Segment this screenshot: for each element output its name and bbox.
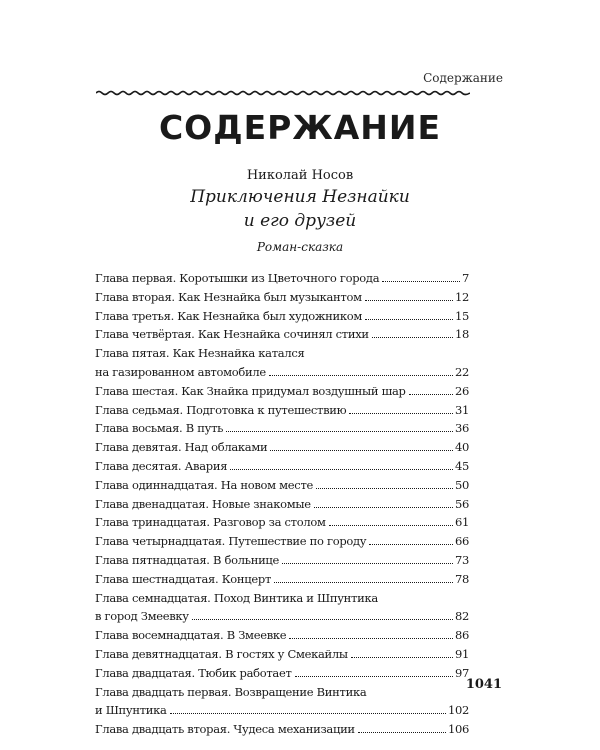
toc-entry[interactable]	[95, 495, 469, 514]
toc-leader-dots	[329, 525, 453, 526]
toc-entry-title: Глава девятнадцатая. В гостях у Смекайлы	[95, 646, 348, 661]
book-title	[0, 185, 600, 233]
toc-entry-page: 36	[454, 421, 469, 436]
toc-leader-dots	[192, 619, 453, 620]
toc-entry-page: 50	[454, 477, 469, 492]
toc-entry-page: 61	[454, 515, 469, 530]
toc-leader-dots	[289, 638, 453, 639]
page-number: 1041	[465, 677, 502, 692]
running-head: Содержание	[423, 71, 503, 85]
toc-entry-title: Глава четвёртая. Как Незнайка сочинял стихи	[95, 327, 369, 342]
toc-entry-page: 15	[454, 308, 469, 323]
toc-leader-dots	[269, 375, 453, 376]
toc-entry[interactable]	[95, 288, 469, 307]
toc-entry-title: Глава двадцать первая. Возвращение Винтика	[95, 684, 367, 699]
toc-entry-page: 97	[454, 665, 469, 680]
toc-leader-dots	[270, 450, 453, 451]
toc-entry-title: Глава двенадцатая. Новые знакомые	[95, 496, 311, 511]
toc-entry-page: 66	[454, 534, 469, 549]
toc-entry[interactable]	[95, 664, 469, 683]
toc-entry[interactable]	[95, 720, 469, 739]
toc-leader-dots	[282, 563, 453, 564]
toc-entry-page: 73	[454, 552, 469, 567]
toc-entry[interactable]	[95, 551, 469, 570]
toc-entry-page: 40	[454, 440, 469, 455]
toc-entry-title: Глава вторая. Как Незнайка был музыкантом	[95, 289, 362, 304]
toc-entry[interactable]	[95, 401, 469, 420]
toc-entry[interactable]	[95, 325, 469, 344]
toc-entry[interactable]	[95, 683, 469, 721]
header-rule	[96, 88, 470, 98]
toc-leader-dots	[351, 657, 453, 658]
toc-leader-dots	[226, 431, 453, 432]
toc-entry-title: Глава двадцать вторая. Чудеса механизации	[95, 722, 355, 737]
toc-entry-title: Глава девятая. Над облаками	[95, 440, 268, 455]
toc-leader-dots	[349, 413, 453, 414]
toc-entry-title: Глава шестая. Как Знайка придумал воздушный шар	[95, 383, 406, 398]
toc-entry-page: 56	[454, 496, 469, 511]
toc-entry-title: Глава пятнадцатая. В больнице	[95, 552, 280, 567]
toc-entry-page: 12	[454, 289, 469, 304]
page-title: СОДЕРЖАНИЕ	[158, 108, 442, 147]
toc-entry[interactable]	[95, 438, 469, 457]
toc-leader-dots	[295, 676, 453, 677]
toc-entry[interactable]	[95, 589, 469, 627]
toc-entry-page: 82	[454, 609, 469, 624]
toc-entry-title: Глава двадцатая. Тюбик работает	[95, 665, 292, 680]
toc-leader-dots	[316, 488, 453, 489]
table-of-contents	[95, 269, 469, 739]
author-name: Николай Носов	[246, 168, 354, 183]
toc-entry[interactable]	[95, 269, 469, 288]
toc-entry[interactable]	[95, 513, 469, 532]
toc-entry[interactable]	[95, 419, 469, 438]
toc-entry-title: в город Змеевку	[95, 609, 189, 624]
toc-entry-title: Глава шестнадцатая. Концерт	[95, 571, 272, 586]
toc-entry-title: Глава одиннадцатая. На новом месте	[95, 477, 314, 492]
toc-entry-page: 45	[454, 458, 469, 473]
toc-entry[interactable]	[95, 476, 469, 495]
toc-leader-dots	[230, 469, 453, 470]
toc-entry-page: 26	[454, 383, 469, 398]
toc-entry-title: Глава пятая. Как Незнайка катался	[95, 346, 305, 361]
book-title-line-1: Приключения Незнайки	[190, 187, 410, 207]
toc-entry-title: Глава семнадцатая. Поход Винтика и Шпунтика	[95, 590, 378, 605]
toc-entry-title: Глава тринадцатая. Разговор за столом	[95, 515, 326, 530]
toc-leader-dots	[369, 544, 453, 545]
toc-entry-title: Глава седьмая. Подготовка к путешествию	[95, 402, 347, 417]
toc-leader-dots	[365, 300, 453, 301]
toc-leader-dots	[382, 281, 460, 282]
toc-leader-dots	[409, 394, 453, 395]
toc-entry-page: 91	[454, 646, 469, 661]
toc-entry-title: Глава восемнадцатая. В Змеевке	[95, 628, 287, 643]
toc-entry-page: 7	[461, 271, 469, 285]
toc-entry[interactable]	[95, 382, 469, 401]
toc-entry-title: Глава четырнадцатая. Путешествие по городу	[95, 534, 367, 549]
toc-leader-dots	[314, 507, 453, 508]
toc-entry[interactable]	[95, 645, 469, 664]
toc-entry-page: 31	[454, 402, 469, 417]
toc-entry-page: 86	[454, 628, 469, 643]
toc-entry[interactable]	[95, 570, 469, 589]
toc-entry-page: 18	[454, 327, 469, 342]
toc-entry-title: на газированном автомобиле	[95, 364, 266, 379]
toc-entry-title: Глава третья. Как Незнайка был художником	[95, 308, 363, 323]
toc-entry-page: 102	[447, 703, 469, 718]
toc-entry[interactable]	[95, 457, 469, 476]
toc-entry[interactable]	[95, 532, 469, 551]
toc-entry-title: Глава первая. Коротышки из Цветочного города	[95, 271, 380, 285]
toc-entry-title: Глава десятая. Авария	[95, 458, 228, 473]
toc-entry-title: Глава восьмая. В путь	[95, 421, 224, 436]
toc-entry[interactable]	[95, 307, 469, 326]
toc-entry[interactable]	[95, 344, 469, 382]
toc-entry-page: 22	[454, 364, 469, 379]
toc-entry-title: и Шпунтика	[95, 703, 167, 718]
toc-entry-page: 78	[454, 571, 469, 586]
book-title-line-2: и его друзей	[243, 211, 357, 231]
toc-leader-dots	[170, 713, 446, 714]
toc-leader-dots	[365, 319, 453, 320]
toc-leader-dots	[358, 732, 446, 733]
genre-subtitle: Роман-сказка	[256, 240, 344, 254]
toc-entry-page: 106	[447, 722, 469, 737]
toc-entry[interactable]	[95, 626, 469, 645]
toc-leader-dots	[372, 337, 453, 338]
toc-leader-dots	[274, 582, 453, 583]
